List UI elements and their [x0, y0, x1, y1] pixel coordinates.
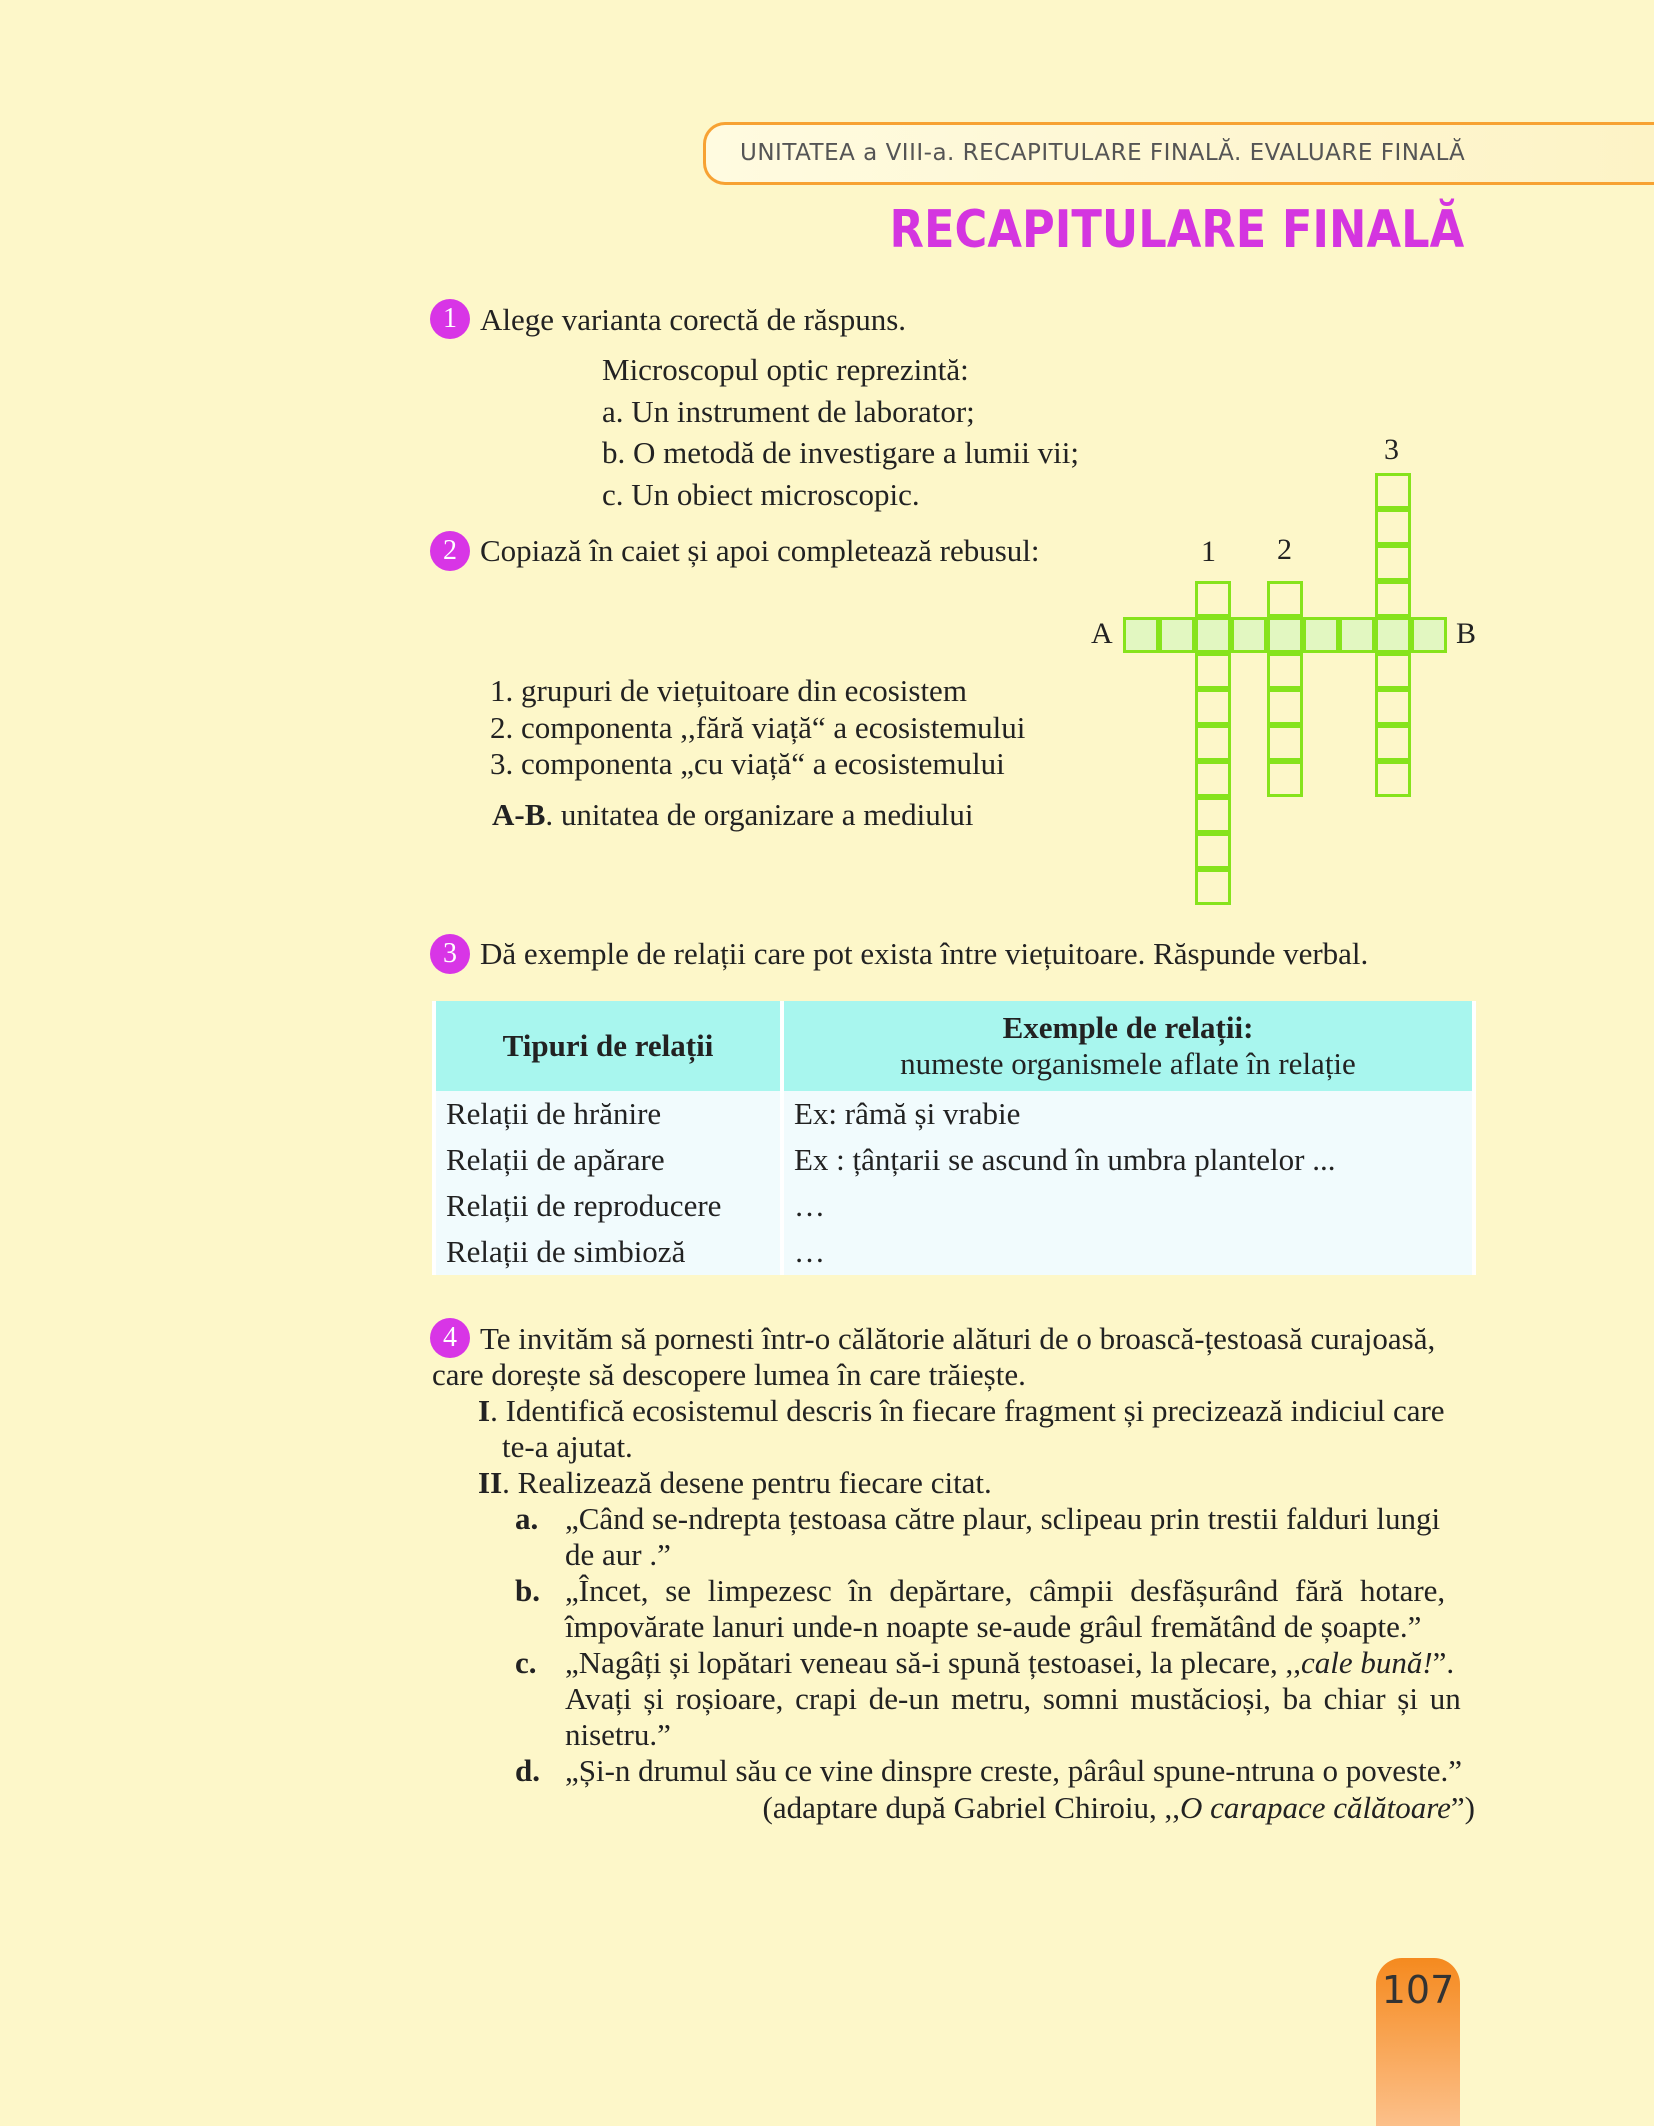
- quote-a-line-1: „Când se-ndrepta țestoasa către plaur, sclipeau prin trestii falduri lungi: [565, 1501, 1441, 1536]
- crossword-cell-ab: [1303, 617, 1339, 653]
- quote-source-end: ”): [1450, 1790, 1475, 1825]
- crossword-cell-1: [1195, 761, 1231, 797]
- crossword-label-2: 2: [1277, 533, 1292, 566]
- quote-a-line-2: de aur .”: [565, 1537, 671, 1572]
- quote-b-line-2: împovărate lanuri unde-n noapte se-aude grâul fremătând de șoapte.”: [565, 1609, 1422, 1644]
- crossword-cell-ab: [1159, 617, 1195, 653]
- task-1-text: . Identifică ecosistemul descris în fiecare fragment și precizează indiciul care: [490, 1393, 1445, 1428]
- exercise-2-prompt: Copiază în caiet și apoi completează rebusul:: [480, 533, 1040, 568]
- clue-ab: [492, 797, 973, 833]
- crossword-cell-ab: [1375, 617, 1411, 653]
- quote-d-line-1: „Și-n drumul său ce vine dinspre creste, pârâul spune-ntruna o poveste.”: [565, 1753, 1462, 1788]
- task-1-continuation: te-a ajutat.: [502, 1429, 633, 1464]
- page-number-tab: [1376, 1958, 1460, 2126]
- quote-b-letter: b.: [515, 1573, 540, 1608]
- exercise-3-number: 3: [430, 934, 470, 974]
- crossword-cell-ab: [1195, 617, 1231, 653]
- table-row: [436, 1229, 1472, 1275]
- relation-type: Relații de apărare: [436, 1137, 780, 1183]
- quote-c-line-1: [565, 1645, 1454, 1681]
- crossword-cell-2: [1267, 581, 1303, 617]
- crossword-cell-3: [1375, 653, 1411, 689]
- page-title: RECAPITULARE FINALĂ: [889, 200, 1464, 260]
- table-header-types: Tipuri de relații: [436, 1001, 780, 1091]
- relations-table: [432, 1001, 1476, 1275]
- table-header-colon: :: [1243, 1010, 1254, 1045]
- exercise-4-intro-line-1: Te invităm să pornesti într-o călătorie alături de o broască-țestoasă curajoasă,: [480, 1321, 1436, 1356]
- relation-type: Relații de hrănire: [436, 1091, 780, 1137]
- relation-type: Relații de simbioză: [436, 1229, 780, 1275]
- option-a: a. Un instrument de laborator;: [602, 394, 975, 429]
- clue-ab-key: A-B: [492, 797, 546, 832]
- relation-example: …: [784, 1183, 1472, 1229]
- quote-b-line-1: „Încet, se limpezesc în depărtare, câmpii desfășurând fără hotare,: [565, 1573, 1446, 1608]
- quote-d-letter: d.: [515, 1753, 540, 1788]
- quote-c-line-2: Avați și roșioare, crapi de-un metru, somni mustăcioși, ba chiar și un: [565, 1681, 1461, 1716]
- crossword-label-3: 3: [1384, 433, 1399, 466]
- unit-header: [703, 122, 1654, 185]
- relation-example: Ex: râmă și vrabie: [784, 1091, 1472, 1137]
- crossword-cell-1: [1195, 869, 1231, 905]
- relation-example: Ex : țânțarii se ascund în umbra plantelor ...: [784, 1137, 1472, 1183]
- table-header-examples-subtitle: numeste organismele aflate în relație: [900, 1046, 1356, 1081]
- quote-c-letter: c.: [515, 1645, 537, 1680]
- clue-1: 1. grupuri de viețuitoare din ecosistem: [490, 673, 967, 708]
- exercise-2-number: 2: [430, 531, 470, 571]
- relation-type: Relații de reproducere: [436, 1183, 780, 1229]
- table-row: [436, 1183, 1472, 1229]
- crossword-cell-ab: [1231, 617, 1267, 653]
- exercise-1-question: Microscopul optic reprezintă:: [602, 352, 969, 387]
- table-header-examples: [784, 1001, 1472, 1091]
- crossword-label-1: 1: [1201, 535, 1216, 568]
- crossword-cell-3: [1375, 509, 1411, 545]
- option-b: b. O metodă de investigare a lumii vii;: [602, 435, 1079, 470]
- crossword-cell-1: [1195, 725, 1231, 761]
- task-1-mark: I: [478, 1393, 491, 1428]
- task-2-text: . Realizează desene pentru fiecare citat.: [502, 1465, 992, 1500]
- crossword-cell-3: [1375, 545, 1411, 581]
- exercise-4-intro-line-2: care dorește să descopere lumea în care trăiește.: [432, 1357, 1026, 1392]
- clue-2: 2. componenta ,,fără viață“ a ecosistemului: [490, 710, 1026, 745]
- crossword-cell-2: [1267, 725, 1303, 761]
- task-2-mark: II: [478, 1465, 503, 1500]
- crossword-cell-ab: [1339, 617, 1375, 653]
- crossword-label-a: A: [1091, 617, 1113, 650]
- crossword-cell-3: [1375, 689, 1411, 725]
- quote-source: [763, 1790, 1475, 1826]
- crossword-label-b: B: [1456, 617, 1477, 650]
- crossword-cell-ab: [1267, 617, 1303, 653]
- quote-a-letter: a.: [515, 1501, 539, 1536]
- exercise-4-number: 4: [430, 1318, 470, 1358]
- exercise-3-prompt: Dă exemple de relații care pot exista între viețuitoare. Răspunde verbal.: [480, 936, 1369, 971]
- exercise-1-number: 1: [430, 299, 470, 339]
- crossword-cell-2: [1267, 761, 1303, 797]
- quote-c-line-1-end: ”.: [1432, 1645, 1455, 1680]
- quote-c-line-1-italic: cale bună!: [1300, 1645, 1433, 1680]
- crossword-cell-ab: [1411, 617, 1447, 653]
- clue-3: 3. componenta „cu viață“ a ecosistemului: [490, 746, 1005, 781]
- crossword-cell-3: [1375, 761, 1411, 797]
- table-row: [436, 1091, 1472, 1137]
- task-2: [478, 1465, 992, 1501]
- page-number: 107: [1381, 1968, 1455, 2012]
- table-header-row: [436, 1001, 1472, 1091]
- crossword-cell-1: [1195, 581, 1231, 617]
- crossword-cell-1: [1195, 653, 1231, 689]
- crossword-cell-2: [1267, 653, 1303, 689]
- quote-source-title: O carapace călătoare: [1180, 1790, 1451, 1825]
- unit-title: UNITATEA a VIII-a. RECAPITULARE FINALĂ. EVALUARE FINALĂ: [740, 140, 1466, 166]
- clue-ab-text: . unitatea de organizare a mediului: [545, 797, 974, 832]
- crossword-cell-3: [1375, 473, 1411, 509]
- quote-source-start: (adaptare după Gabriel Chiroiu, ,,: [762, 1790, 1181, 1825]
- quote-c-line-3: nisetru.”: [565, 1717, 671, 1752]
- table-row: [436, 1137, 1472, 1183]
- crossword-cell-1: [1195, 833, 1231, 869]
- crossword-cell-1: [1195, 689, 1231, 725]
- relation-example: …: [784, 1229, 1472, 1275]
- option-c: c. Un obiect microscopic.: [602, 477, 920, 512]
- crossword-cell-3: [1375, 581, 1411, 617]
- quote-c-line-1-start: „Nagâți și lopătari veneau să-i spună țestoasei, la plecare, ,,: [565, 1645, 1301, 1680]
- crossword-cell-ab: [1123, 617, 1159, 653]
- crossword-cell-2: [1267, 689, 1303, 725]
- exercise-1-prompt: Alege varianta corectă de răspuns.: [480, 302, 907, 337]
- table-header-examples-title: Exemple de relații: [1002, 1010, 1244, 1045]
- crossword-cell-3: [1375, 725, 1411, 761]
- crossword-cell-1: [1195, 797, 1231, 833]
- task-1: [478, 1393, 1445, 1429]
